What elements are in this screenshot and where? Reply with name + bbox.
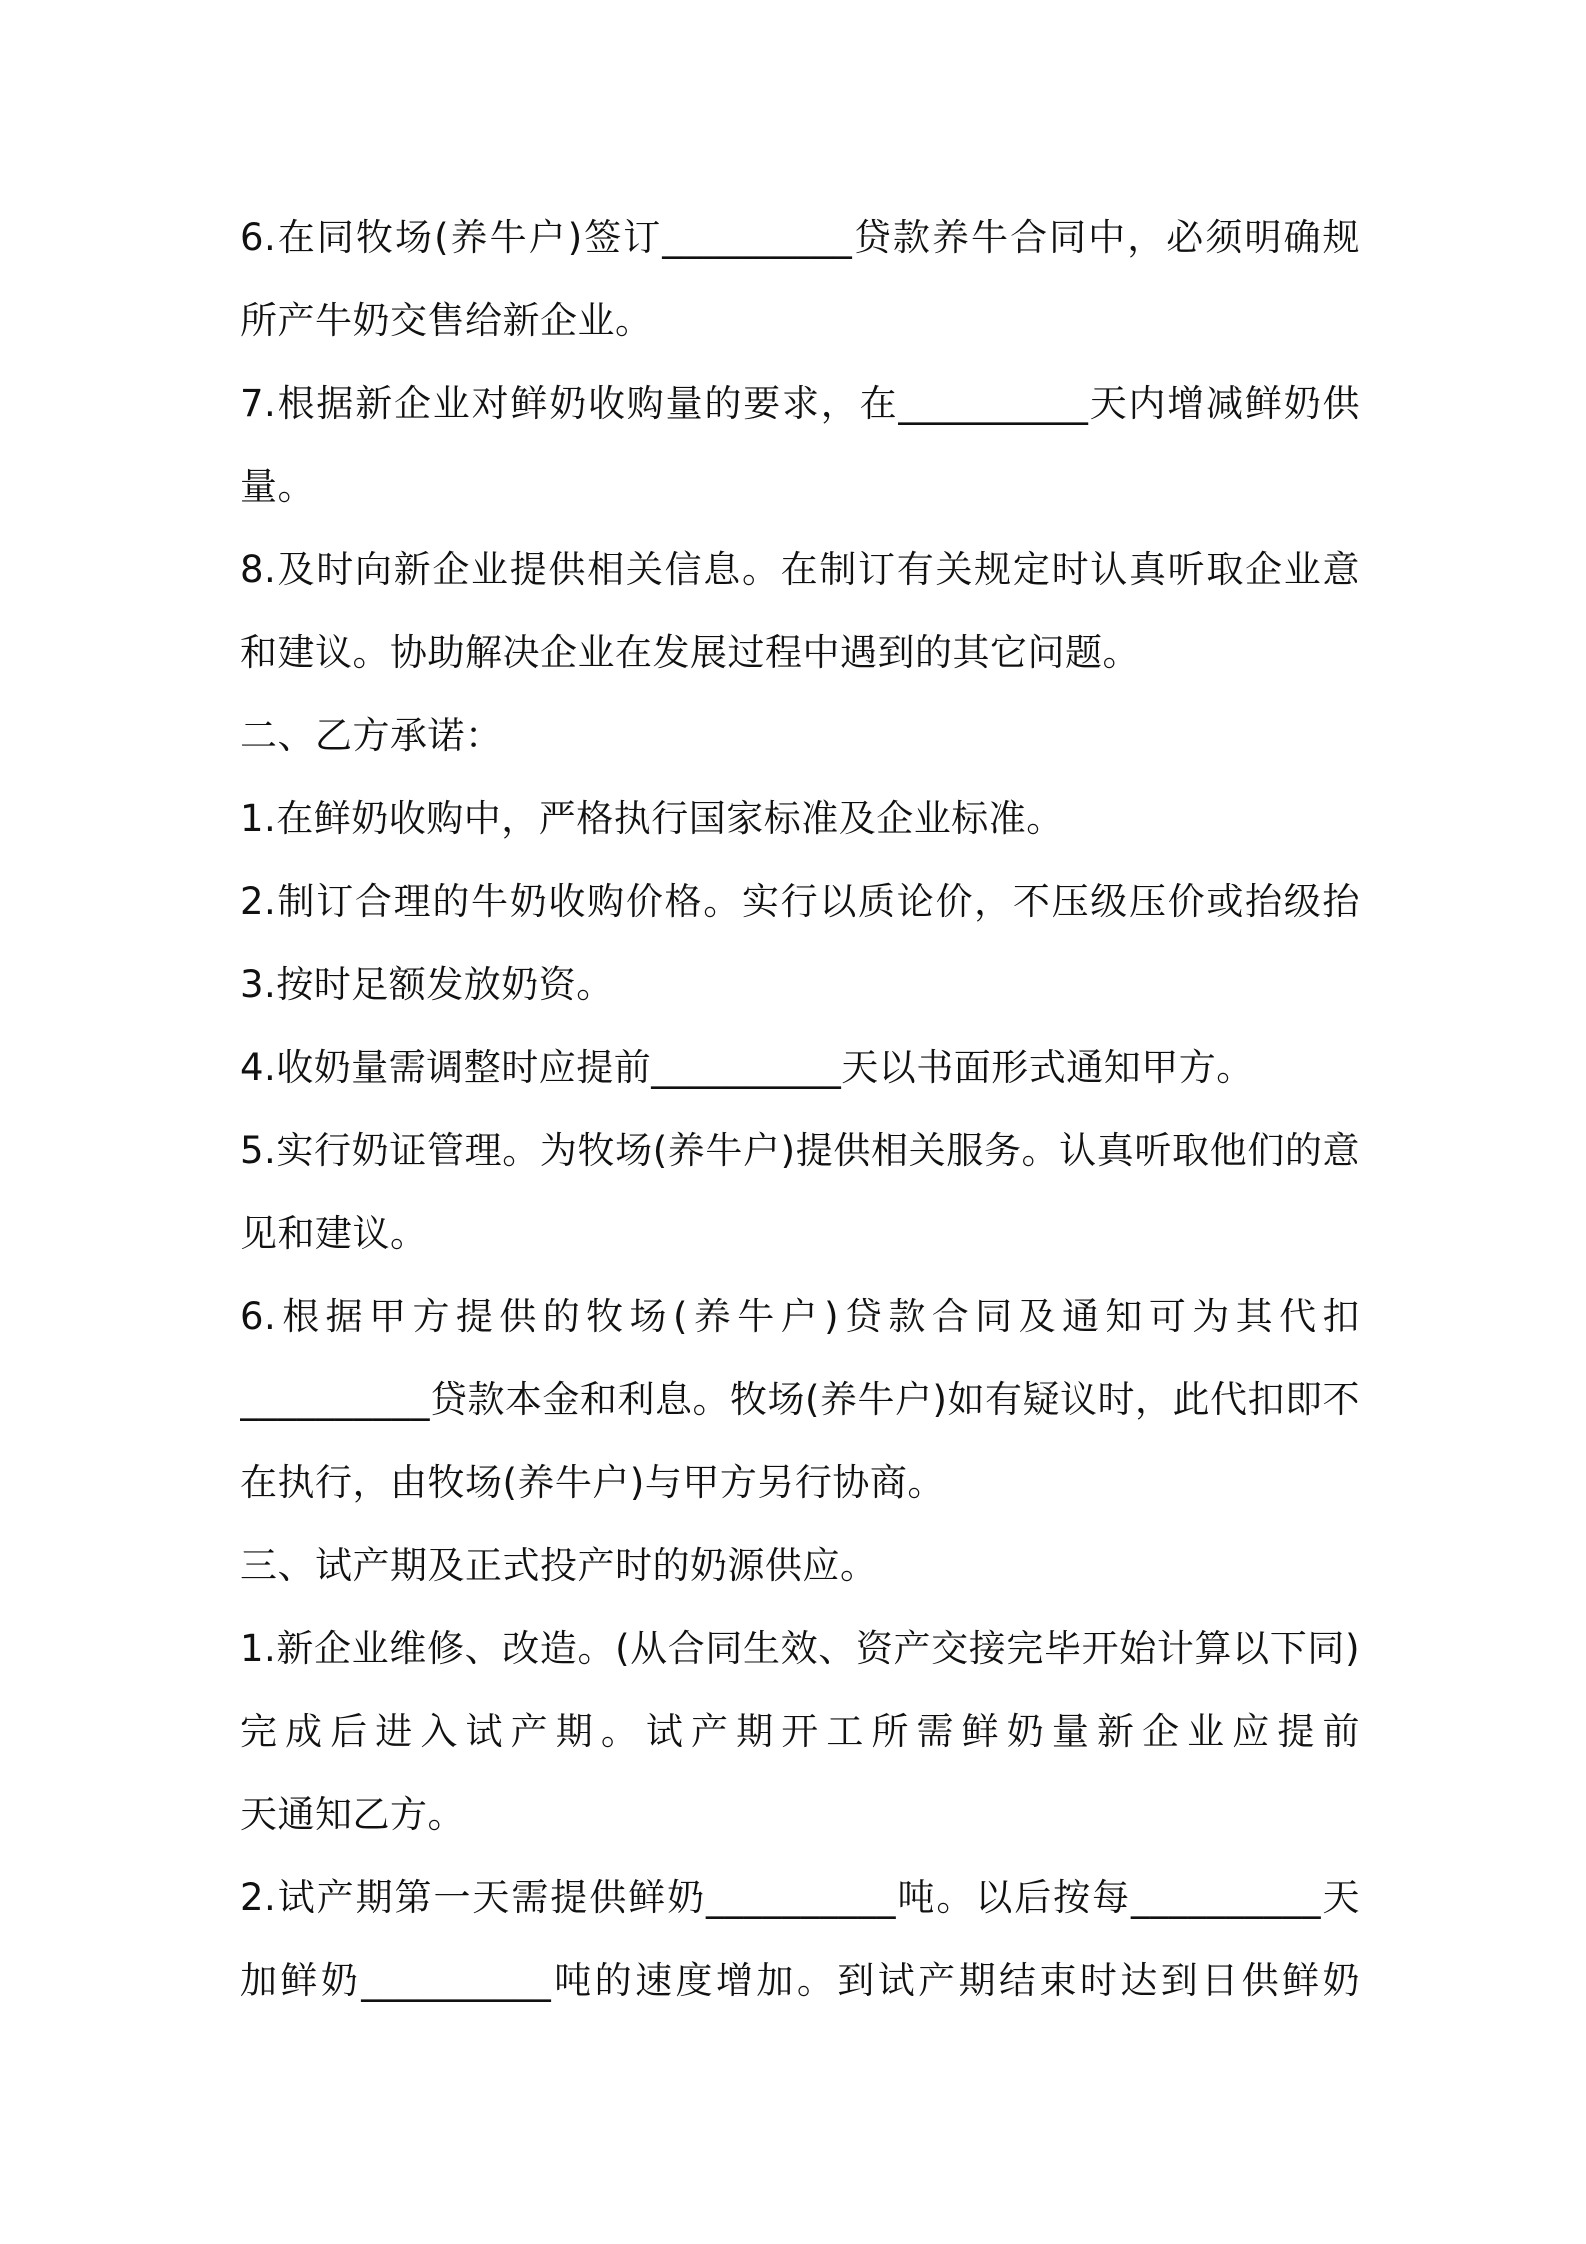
text-line: 1.在鲜奶收购中，严格执行国家标准及企业标准。: [240, 797, 1064, 840]
text-line: 2.试产期第一天需提供鲜奶__________吨。以后按每__________天: [240, 1876, 1360, 1919]
text-line: 7.根据新企业对鲜奶收购量的要求，在__________天内增减鲜奶供: [240, 382, 1360, 425]
text-line: 1.新企业维修、改造。(从合同生效、资产交接完毕开始计算以下同): [240, 1627, 1360, 1670]
text-line: 在执行，由牧场(养牛户)与甲方另行协商。: [240, 1461, 945, 1504]
text-line: 加鲜奶__________吨的速度增加。到试产期结束时达到日供鲜奶: [240, 1959, 1360, 2002]
text-line: 天通知乙方。: [240, 1793, 465, 1836]
text-line: __________贷款本金和利息。牧场(养牛户)如有疑议时，此代扣即不: [240, 1378, 1360, 1421]
text-line: 量。: [240, 465, 315, 508]
text-line: 2.制订合理的牛奶收购价格。实行以质论价，不压级压价或抬级抬: [240, 880, 1360, 923]
section-heading: 二、乙方承诺：: [240, 714, 503, 757]
document-page: [240, 196, 1360, 2022]
text-line: 6.在同牧场(养牛户)签订__________贷款养牛合同中，必须明确规: [240, 216, 1360, 259]
text-line: 和建议。协助解决企业在发展过程中遇到的其它问题。: [240, 631, 1140, 674]
text-line: 完成后进入试产期。试产期开工所需鲜奶量新企业应提前: [240, 1710, 1360, 1753]
text-line: 6.根据甲方提供的牧场(养牛户)贷款合同及通知可为其代扣: [240, 1295, 1360, 1338]
text-line: 见和建议。: [240, 1212, 428, 1255]
text-line: 8.及时向新企业提供相关信息。在制订有关规定时认真听取企业意: [240, 548, 1360, 591]
text-line: 4.收奶量需调整时应提前__________天以书面形式通知甲方。: [240, 1046, 1254, 1089]
section-heading: 三、试产期及正式投产时的奶源供应。: [240, 1544, 878, 1587]
text-line: 所产牛奶交售给新企业。: [240, 299, 653, 342]
text-line: 3.按时足额发放奶资。: [240, 963, 614, 1006]
text-line: 5.实行奶证管理。为牧场(养牛户)提供相关服务。认真听取他们的意: [240, 1129, 1360, 1172]
